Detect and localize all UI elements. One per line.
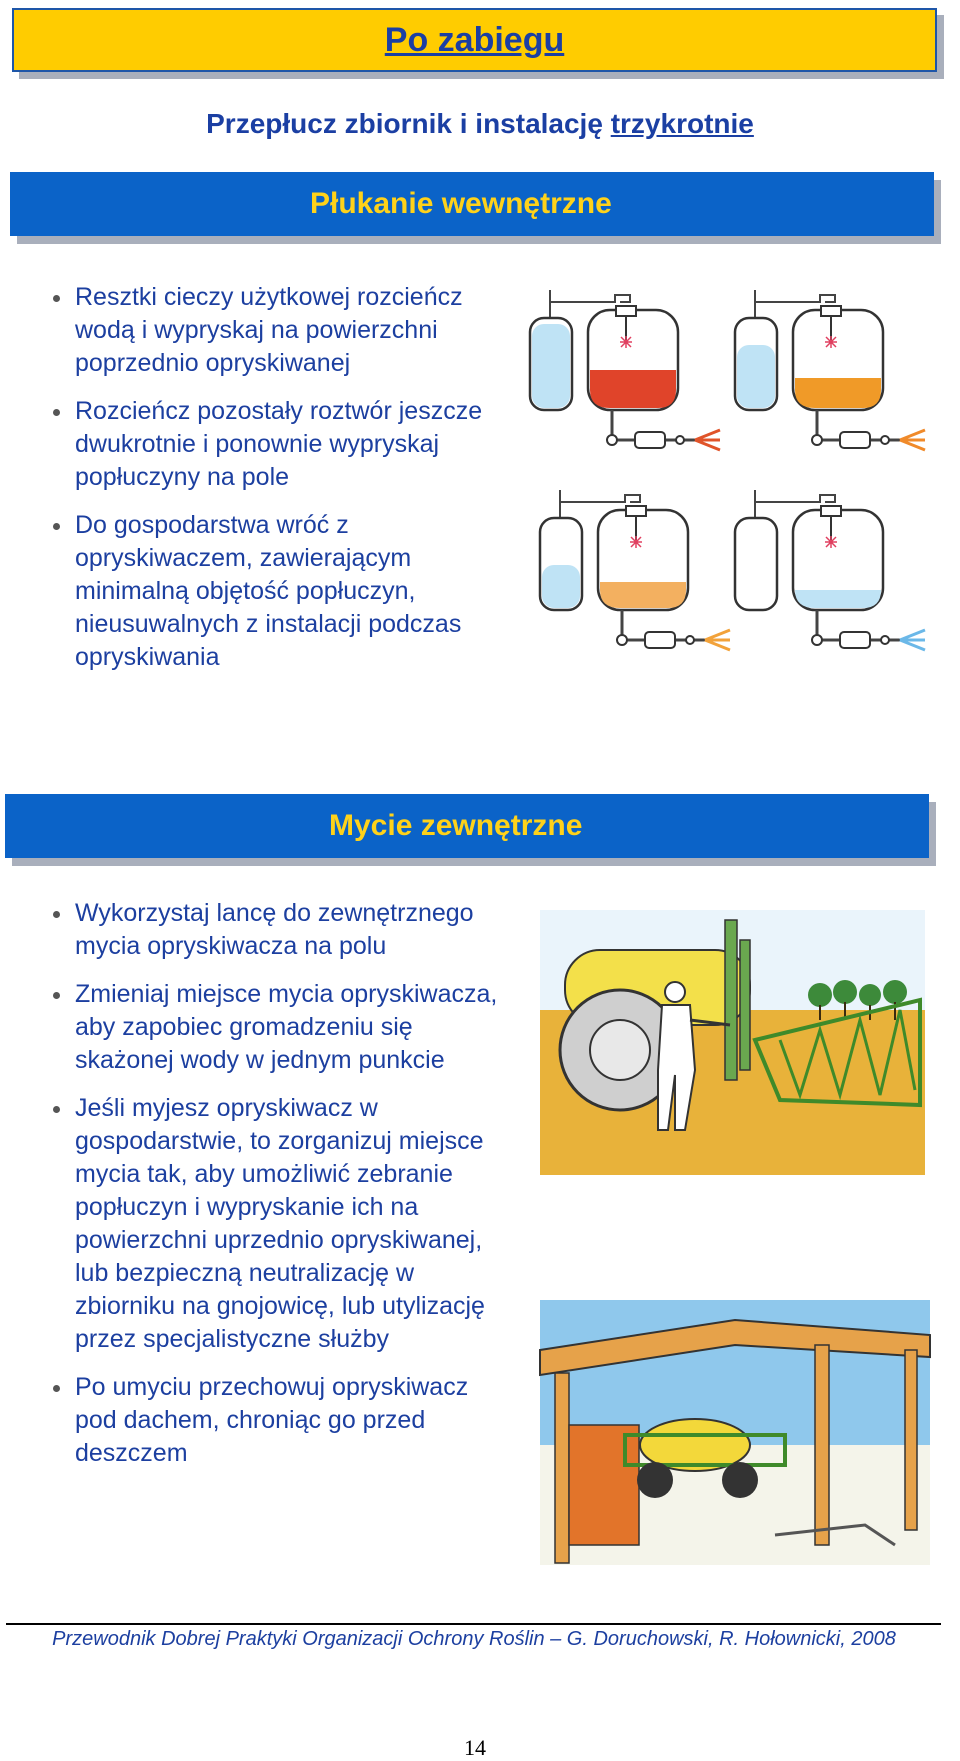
list-item: Jeśli myjesz opryskiwacz w gospodarstwie, to zorganizuj miejsce mycia tak, aby umożliwić zebranie popłuczyn i wypryskanie ich na powierzchni uprzednio opryskiwanej, lub bezpieczną neutralizację w zbiorniku na gnojowicę, lub utylizację przez specjalistyczne służby [75,1092,505,1356]
subtitle-emphasis: trzykrotnie [610,108,754,139]
bullet-icon [53,523,60,530]
section-1-list [75,281,505,689]
list-item: Po umyciu przechowuj opryskiwacz pod dachem, chroniąc go przed deszczem [75,1371,505,1470]
bullet-icon [53,295,60,302]
section-2-list [75,897,505,1485]
section-1-heading: Płukanie wewnętrzne [310,187,612,220]
subtitle-text: Przepłucz zbiornik i instalację [206,108,611,139]
section-1-banner [10,172,934,236]
bullet-icon [53,409,60,416]
section-2-heading: Mycie zewnętrzne [329,809,583,842]
title-banner [12,8,937,72]
list-item: Resztki cieczy użytkowej rozcieńcz wodą i wypryskaj na powierzchni poprzednio opryskiwanej [75,281,505,380]
list-item: Wykorzystaj lancę do zewnętrznego mycia opryskiwacza na polu [75,897,505,963]
shed-storage-illustration [535,1295,935,1580]
page-title: Po zabiegu [384,20,565,59]
footer-divider [6,1623,941,1625]
bullet-icon [53,992,60,999]
subtitle [0,108,960,140]
page-number: 14 [464,1735,486,1760]
field-washing-illustration [530,900,935,1185]
bullet-icon [53,1385,60,1392]
footer-citation: Przewodnik Dobrej Praktyki Organizacji Ochrony Roślin – G. Doruchowski, R. Hołownicki, 2008 [52,1628,896,1650]
section-2-banner [5,794,929,858]
list-item: Zmieniaj miejsce mycia opryskiwacza, aby zapobiec gromadzeniu się skażonej wody w jednym punkcie [75,978,505,1077]
list-item: Rozcieńcz pozostały roztwór jeszcze dwukrotnie i ponownie wypryskaj popłuczyny na pole [75,395,505,494]
rinse-tanks-illustration [520,290,960,700]
bullet-icon [53,1106,60,1113]
bullet-icon [53,911,60,918]
list-item: Do gospodarstwa wróć z opryskiwaczem, zawierającym minimalną objętość popłuczyn, nieusuwalnych z instalacji podczas opryskiwania [75,509,505,674]
